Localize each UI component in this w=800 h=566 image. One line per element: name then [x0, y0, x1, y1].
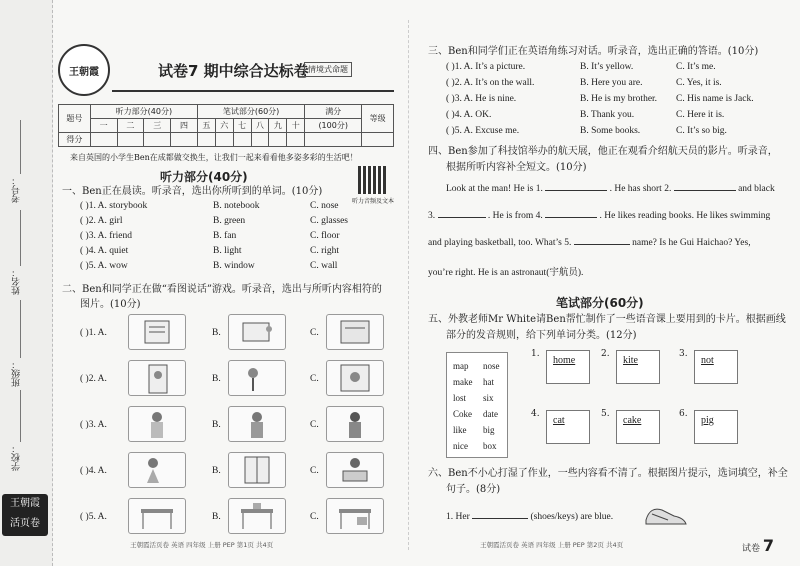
q4-l1b: . He has short 2.	[609, 184, 672, 194]
q2-item-3-b[interactable]: B.	[212, 420, 221, 430]
score-num: 八	[251, 119, 269, 133]
score-header-qno: 题号	[59, 105, 91, 133]
score-num: 二	[117, 119, 144, 133]
school-line	[20, 390, 21, 442]
score-header-full: 满分	[305, 105, 362, 119]
q1-item-5-b[interactable]: B. window	[213, 261, 255, 271]
q5-title: 五、外教老师Mr White请Ben帮忙制作了一些语音课上要用到的卡片。根据画线	[428, 314, 786, 325]
q1-item-2-c[interactable]: C. glasses	[310, 216, 348, 226]
exam-no-line	[20, 120, 21, 174]
q4-l1a: Look at the man! He is 1.	[446, 184, 543, 194]
q3-item-2-b[interactable]: B. Here you are.	[580, 78, 643, 88]
q2-1-c-image[interactable]	[326, 314, 384, 350]
q1-item-3-a[interactable]: ( )3. A. friend	[80, 231, 132, 241]
qr-caption: 听力音频及文本	[352, 198, 395, 205]
badge-line2: 活页卷	[10, 518, 40, 529]
q4-l2c: . He likes reading books. He likes swimming	[599, 211, 771, 221]
q2-item-3-c[interactable]: C.	[310, 420, 319, 430]
score-cell[interactable]	[251, 133, 269, 147]
phonics-card-4[interactable]	[531, 409, 590, 444]
q1-item-4-b[interactable]: B. light	[213, 246, 242, 256]
card-word: home	[553, 355, 576, 366]
q4-title: 四、Ben参加了科技馆举办的航天展，他正在观看介绍航天员的影片。听录音，	[428, 146, 778, 157]
score-num: 一	[90, 119, 117, 133]
q2-item-2-c[interactable]: C.	[310, 374, 319, 384]
q3-item-1-a[interactable]: ( )1. A. It’s a picture.	[446, 62, 526, 72]
q2-item-2-b[interactable]: B.	[212, 374, 221, 384]
q2-item-3-a[interactable]: ( )3. A.	[80, 420, 107, 430]
page-title: 试卷7 期中综合达标卷	[158, 62, 309, 80]
q3-item-5-b[interactable]: B. Some books.	[580, 126, 641, 136]
name-line	[20, 210, 21, 266]
page-num-value: 7	[762, 536, 775, 555]
q4-l2a: 3.	[428, 211, 436, 221]
q2-4-a-image[interactable]	[128, 452, 186, 488]
q3-item-2-c[interactable]: C. Yes, it is.	[676, 78, 722, 88]
blank-3[interactable]	[438, 217, 486, 218]
card-word: cat	[553, 415, 565, 426]
q2-4-b-image[interactable]	[228, 452, 286, 488]
q1-item-4-a[interactable]: ( )4. A. quiet	[80, 246, 129, 256]
page-label: 试卷	[742, 544, 761, 554]
word: nose	[483, 361, 500, 371]
q4-line-2	[428, 211, 770, 221]
phonics-card-6[interactable]	[679, 409, 738, 444]
exam-no-label: 考号：	[12, 176, 22, 203]
q2-title-cont: 图片。(10分)	[80, 299, 141, 310]
q3-item-3-a[interactable]: ( )3. A. He is nine.	[446, 94, 517, 104]
word: make	[453, 377, 473, 387]
q2-3-c-image[interactable]	[326, 406, 384, 442]
title-tag: 情境式命题	[304, 62, 352, 77]
q4-l1c: and black	[738, 184, 775, 194]
phonics-card-1[interactable]	[531, 349, 590, 384]
score-num: 五	[197, 119, 215, 133]
card-word: kite	[623, 355, 638, 366]
q5-title-cont: 部分的发音规则，给下列单词分类。(12分)	[446, 330, 637, 341]
class-line	[20, 300, 21, 358]
footer-left: 王朝霞活页卷 英语 四年级 上册 PEP 第1页 共4页	[130, 541, 274, 549]
q4-l3a: and playing basketball, too. What’s 5.	[428, 238, 572, 248]
score-cell[interactable]	[287, 133, 305, 147]
q1-item-3-b[interactable]: B. fan	[213, 231, 237, 241]
q4-l2b: . He is from 4.	[487, 211, 543, 221]
q2-item-5-a[interactable]: ( )5. A.	[80, 512, 107, 522]
card-number: 4.	[531, 409, 540, 419]
blank-2[interactable]	[674, 190, 736, 191]
q4-line-3	[428, 238, 751, 248]
page-header	[58, 44, 394, 94]
score-cell[interactable]	[233, 133, 251, 147]
q2-item-5-c[interactable]: C.	[310, 512, 319, 522]
q1-item-2-a[interactable]: ( )2. A. girl	[80, 216, 123, 226]
footer-right: 王朝霞活页卷 英语 四年级 上册 PEP 第2页 共4页	[480, 541, 624, 549]
word: box	[483, 441, 497, 451]
score-header-listening: 听力部分(40分)	[90, 105, 197, 119]
q3-item-2-a[interactable]: ( )2. A. It’s on the wall.	[446, 78, 535, 88]
q6-title: 六、Ben不小心打湿了作业，一些内容看不清了。根据图片提示，选词填空，补全	[428, 468, 788, 479]
q2-item-1-a[interactable]: ( )1. A.	[80, 328, 107, 338]
phonics-card-3[interactable]	[679, 349, 738, 384]
qr-code-icon[interactable]	[358, 166, 386, 194]
score-cell[interactable]	[197, 133, 215, 147]
q3-item-4-b[interactable]: B. Thank you.	[580, 110, 635, 120]
header-rule	[112, 90, 394, 92]
word: six	[483, 393, 494, 403]
q2-2-a-image[interactable]	[128, 360, 186, 396]
q6-title-cont: 句子。(8分)	[446, 484, 501, 495]
class-label: 班级：	[12, 360, 22, 387]
card-number: 3.	[679, 349, 688, 359]
score-row-label: 得分	[59, 133, 91, 147]
blank-1[interactable]	[545, 190, 607, 191]
card-number: 5.	[601, 409, 610, 419]
q2-item-5-b[interactable]: B.	[212, 512, 221, 522]
score-cell[interactable]	[269, 133, 287, 147]
q2-5-b-image[interactable]	[228, 498, 286, 534]
q3-title: 三、Ben和同学们正在英语角练习对话。听录音，选出正确的答语。(10分)	[428, 46, 759, 57]
q1-item-1-a[interactable]: ( )1. A. storybook	[80, 201, 148, 211]
q2-3-a-image[interactable]	[128, 406, 186, 442]
q1-title: 一、Ben正在晨读。听录音，选出你所听到的单词。(10分)	[62, 186, 323, 197]
q6-blank-1[interactable]	[472, 518, 528, 519]
q2-title: 二、Ben和同学正在做“看图说话”游戏。听录音，选出与所听内容相符的	[62, 284, 382, 295]
phonics-card-2[interactable]	[601, 349, 660, 384]
score-cell[interactable]	[171, 133, 198, 147]
q2-1-b-image[interactable]	[228, 314, 286, 350]
q3-item-3-b[interactable]: B. He is my brother.	[580, 94, 658, 104]
score-cell[interactable]	[215, 133, 233, 147]
q4-line-4: you’re right. He is an astronaut(宇航员).	[428, 268, 584, 278]
word: map	[453, 361, 469, 371]
page-number	[742, 536, 774, 555]
listening-section-title: 听力部分(40分)	[160, 170, 248, 184]
q3-item-1-b[interactable]: B. It’s yellow.	[580, 62, 634, 72]
q2-5-a-image[interactable]	[128, 498, 186, 534]
score-num: 七	[233, 119, 251, 133]
q6-sentence-1	[446, 512, 613, 522]
word: lost	[453, 393, 467, 403]
word: big	[483, 425, 495, 435]
q2-item-4-a[interactable]: ( )4. A.	[80, 466, 107, 476]
q3-item-4-c[interactable]: C. Here it is.	[676, 110, 725, 120]
name-label: 姓名：	[12, 268, 22, 295]
q2-2-c-image[interactable]	[326, 360, 384, 396]
q2-5-c-image[interactable]	[326, 498, 384, 534]
q2-item-1-c[interactable]: C.	[310, 328, 319, 338]
card-number: 1.	[531, 349, 540, 359]
q2-3-b-image[interactable]	[228, 406, 286, 442]
q1-item-1-c[interactable]: C. nose	[310, 201, 339, 211]
q3-item-4-a[interactable]: ( )4. A. OK.	[446, 110, 492, 120]
word: Coke	[453, 409, 472, 419]
intro-text: 来自英国的小学生Ben在成都做交换生，让我们一起来看看他多姿多彩的生活吧！	[70, 153, 358, 162]
q1-item-4-c[interactable]: C. right	[310, 246, 340, 256]
logo-seal: 王朝霞	[58, 44, 110, 96]
shoes-image	[644, 498, 688, 532]
card-number: 6.	[679, 409, 688, 419]
binding-strip	[0, 0, 53, 566]
page-divider	[408, 20, 409, 550]
score-cell[interactable]	[144, 133, 171, 147]
score-cell[interactable]	[305, 133, 362, 147]
card-word: not	[701, 355, 714, 366]
blank-4[interactable]	[545, 217, 597, 218]
q3-item-5-a[interactable]: ( )5. A. Excuse me.	[446, 126, 520, 136]
q2-2-b-image[interactable]	[228, 360, 286, 396]
card-word: pig	[701, 415, 714, 426]
score-cell[interactable]	[362, 133, 394, 147]
score-header-written: 笔试部分(60分)	[197, 105, 304, 119]
phonics-card-5[interactable]	[601, 409, 660, 444]
q1-item-1-b[interactable]: B. notebook	[213, 201, 260, 211]
q2-item-4-c[interactable]: C.	[310, 466, 319, 476]
word: hat	[483, 377, 494, 387]
word: nice	[453, 441, 468, 451]
q2-item-1-b[interactable]: B.	[212, 328, 221, 338]
q3-item-1-c[interactable]: C. It’s me.	[676, 62, 716, 72]
q1-item-3-c[interactable]: C. floor	[310, 231, 340, 241]
score-header-grade: 等级	[362, 105, 394, 133]
blank-5[interactable]	[574, 244, 630, 245]
q3-item-3-c[interactable]: C. His name is Jack.	[676, 94, 754, 104]
q4-line-1	[446, 184, 775, 194]
q1-item-5-a[interactable]: ( )5. A. wow	[80, 261, 128, 271]
school-label: 学校：	[12, 444, 22, 471]
q1-item-5-c[interactable]: C. wall	[310, 261, 338, 271]
q6-s1b: (shoes/keys) are blue.	[530, 512, 614, 522]
q4-l3b: name? Is he Gui Haichao? Yes,	[632, 238, 751, 248]
q2-1-a-image[interactable]	[128, 314, 186, 350]
score-full-value: (100分)	[305, 119, 362, 133]
score-num: 三	[144, 119, 171, 133]
word-box	[446, 352, 508, 458]
q2-item-2-a[interactable]: ( )2. A.	[80, 374, 107, 384]
score-num: 六	[215, 119, 233, 133]
card-number: 2.	[601, 349, 610, 359]
q4-title-cont: 根据所听内容补全短文。(10分)	[446, 162, 587, 173]
q3-item-5-c[interactable]: C. It’s so big.	[676, 126, 727, 136]
score-cell[interactable]	[90, 133, 117, 147]
score-num: 十	[287, 119, 305, 133]
written-section-title: 笔试部分(60分)	[556, 296, 644, 310]
word: like	[453, 425, 467, 435]
score-cell[interactable]	[117, 133, 144, 147]
brand-badge	[2, 494, 48, 536]
badge-line1: 王朝霞	[10, 498, 40, 509]
q2-item-4-b[interactable]: B.	[212, 466, 221, 476]
q1-item-2-b[interactable]: B. green	[213, 216, 246, 226]
score-table	[58, 104, 394, 147]
q6-s1a: 1. Her	[446, 512, 470, 522]
score-num: 四	[171, 119, 198, 133]
card-word: cake	[623, 415, 642, 426]
score-num: 九	[269, 119, 287, 133]
word: date	[483, 409, 498, 419]
q2-4-c-image[interactable]	[326, 452, 384, 488]
